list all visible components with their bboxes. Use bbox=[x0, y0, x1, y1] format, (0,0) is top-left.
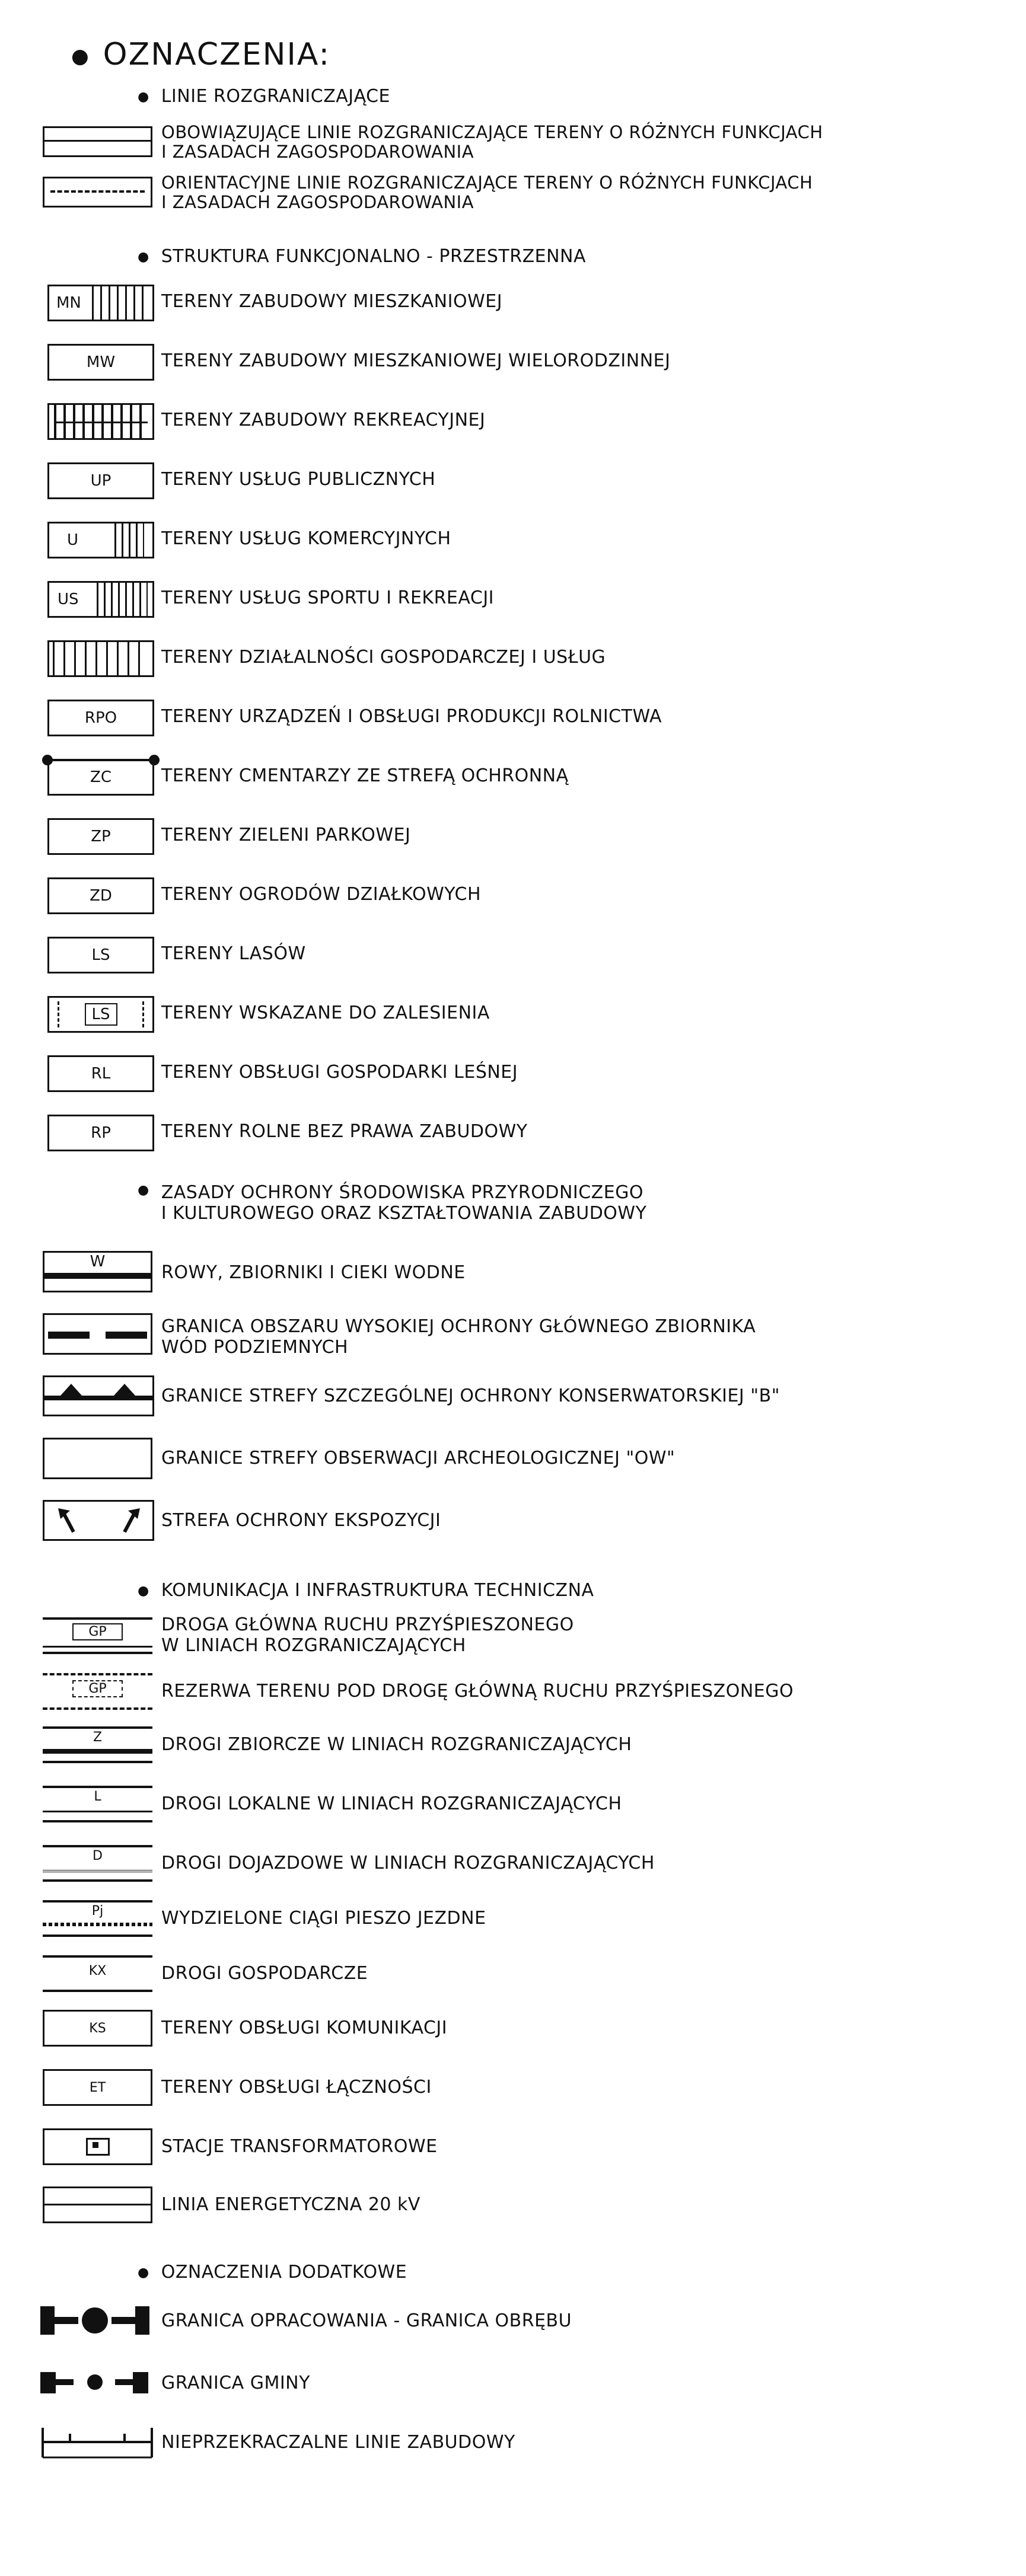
dzialalnosci-symbol bbox=[47, 640, 154, 677]
strefa-b-symbol bbox=[43, 1375, 155, 1417]
mw-symbol: MW bbox=[47, 344, 154, 381]
zp-symbol: ZP bbox=[47, 818, 154, 855]
u-symbol: U bbox=[47, 522, 154, 558]
rezerwa-gp-symbol: GP bbox=[43, 1673, 152, 1710]
pj-symbol: Pj bbox=[43, 1900, 152, 1937]
zc-symbol: ZC bbox=[47, 759, 154, 796]
l-symbol: L bbox=[43, 1786, 152, 1822]
gp-symbol: GP bbox=[43, 1617, 152, 1654]
nieprzekraczalne-symbol bbox=[43, 2422, 155, 2463]
rl-symbol: RL bbox=[47, 1055, 154, 1092]
rpo-symbol: RPO bbox=[47, 700, 154, 736]
dashed-boundary-symbol bbox=[43, 177, 152, 208]
us-symbol: US bbox=[47, 581, 154, 618]
section-struktura: ● STRUKTURA FUNKCJONALNO - PRZESTRZENNA bbox=[138, 246, 586, 267]
ls-symbol: LS bbox=[47, 937, 154, 973]
zalesienie-symbol: LS bbox=[47, 996, 154, 1033]
w-symbol: W bbox=[43, 1251, 152, 1292]
ow-symbol bbox=[43, 1438, 152, 1479]
solid-boundary-symbol bbox=[43, 126, 152, 157]
mn-symbol: MN bbox=[47, 285, 154, 321]
power-line-symbol bbox=[43, 2186, 152, 2223]
rekreacyjna-symbol bbox=[47, 403, 154, 440]
section-komunikacja: ● KOMUNIKACJA I INFRASTRUKTURA TECHNICZNA bbox=[138, 1580, 594, 1601]
ekspozycja-symbol bbox=[43, 1500, 155, 1541]
section-dodatkowe: ● OZNACZENIA DODATKOWE bbox=[138, 2262, 407, 2283]
legend-title: ● OZNACZENIA: bbox=[71, 37, 330, 72]
section-linie: ● LINIE ROZGRANICZAJĄCE bbox=[138, 86, 391, 107]
up-symbol: UP bbox=[47, 462, 154, 499]
zd-symbol: ZD bbox=[47, 877, 154, 914]
rp-symbol: RP bbox=[47, 1115, 154, 1151]
d-symbol: D bbox=[43, 1845, 152, 1882]
section-ochrona: ● ZASADY OCHRONY ŚRODOWISKA PRZYRODNICZEGO I KULTUROWEGO ORAZ KSZTAŁTOWANIA ZABUDOWY bbox=[138, 1182, 647, 1224]
transformer-station-symbol bbox=[43, 2128, 152, 2165]
et-symbol: ET bbox=[43, 2069, 152, 2106]
zbiornik-symbol bbox=[43, 1313, 152, 1355]
transformer-icon bbox=[86, 2138, 110, 2156]
ks-symbol: KS bbox=[43, 2010, 152, 2047]
kx-symbol: KX bbox=[43, 1955, 152, 1992]
granica-opracowania-symbol bbox=[40, 2300, 153, 2342]
granica-gminy-symbol bbox=[40, 2363, 153, 2404]
z-symbol: Z bbox=[43, 1726, 152, 1763]
